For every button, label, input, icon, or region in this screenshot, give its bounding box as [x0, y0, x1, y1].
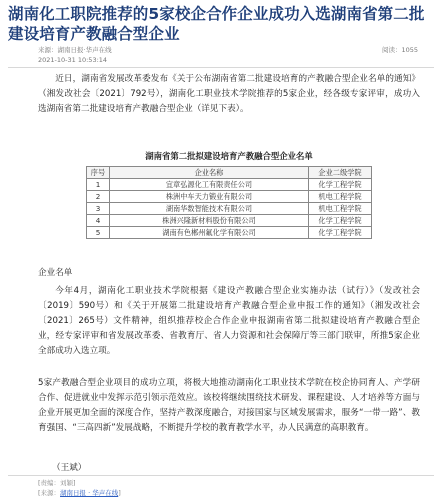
- source-suffix: ]: [118, 489, 121, 497]
- editor-label: [责编：刘颖]: [38, 479, 76, 487]
- cell-college: 化学工程学院: [309, 227, 372, 239]
- paragraph-outlook: [38, 376, 420, 436]
- source-link[interactable]: 湖南日报 · 华声在线: [60, 489, 119, 497]
- paragraph-text: 今年4月，湖南化工职业技术学院根据《建设产教融合型企业实施办法（试行）》（发改社会〔2019〕590号）和《关于开展第二批建设培育产教融合型企业申报工作的通知》（湘发改社会〔2021〕265号）文件精神，组织推荐校企合作企业申报湖南省第二批拟建设培育产教融合型企业，经专家评审和省发展改革委、省教育厅、省人力资源和社会保障厅等三部门联审，所推5家企业全部成功入选立项。: [38, 286, 420, 356]
- paragraph-text: 近日，湖南省发展改革委发布《关于公布湖南省第二批建设培育的产教融合型企业名单的通知》（湘发改社会〔2021〕792号），湖南化工职业技术学院推荐的5家企业，经各级专家评审，成功入选湖南省第二批建设培育产教融合型企业（详见下表）。: [38, 74, 420, 114]
- cell-college: 化学工程学院: [309, 179, 372, 191]
- cell-index: 2: [87, 191, 110, 203]
- cell-company: 株洲中车天力锻业有限公司: [110, 191, 309, 203]
- source-prefix: [来源：: [38, 489, 61, 497]
- cell-index: 1: [87, 179, 110, 191]
- paragraph-text: 5家产教融合型企业项目的成功立项，将极大地推动湖南化工职业技术学院在校企协同育人、产学研合作、促进就业中发挥示范引领示范效应。该校将继续围绕技术研发、课程建设、人才培养等方面与企业开展更加全面的深度合作，坚持产教深度融合，对接国家与区域发展需求，服务“一带一路”、教育强国、“三高四新”发展战略，不断提升学校的教育教学水平，办人民满意的高职教育。: [38, 378, 420, 433]
- enterprise-table: [86, 166, 372, 239]
- header-college: 企业二级学院: [309, 167, 372, 179]
- author-credit: （王斌）: [52, 463, 87, 473]
- paragraph-intro: [38, 72, 420, 117]
- cell-college: 机电工程学院: [309, 203, 372, 215]
- cell-college: 机电工程学院: [309, 191, 372, 203]
- source-row: [38, 488, 121, 497]
- table-row: [87, 203, 372, 215]
- article-title: 湖南化工职院推荐的5家校企合作企业成功入选湖南省第二批建设培育产教融合型企业: [8, 5, 425, 43]
- cell-college: 化学工程学院: [309, 215, 372, 227]
- table-header-row: [87, 167, 372, 179]
- cell-company: 宜章弘源化工有限责任公司: [110, 179, 309, 191]
- table-row: [87, 215, 372, 227]
- header-company: 企业名称: [110, 167, 309, 179]
- section-heading: 企业名单: [38, 268, 73, 278]
- table-row: [87, 179, 372, 191]
- article-meta-date: [38, 56, 418, 65]
- meta-views: 阅读：1055: [381, 46, 418, 54]
- meta-date: 2021-10-31 10:53:14: [38, 56, 108, 64]
- table-row: [87, 227, 372, 239]
- table-row: [87, 191, 372, 203]
- meta-source: 来源：湖南日报·华声在线: [38, 46, 112, 54]
- cell-company: 湖南有色郴州氟化学有限公司: [110, 227, 309, 239]
- cell-company: 湖南华数智能技术有限公司: [110, 203, 309, 215]
- cell-index: 3: [87, 203, 110, 215]
- footer-divider: [8, 475, 434, 476]
- paragraph-process: [38, 284, 420, 359]
- header-divider: [8, 67, 434, 68]
- article-meta: [38, 46, 418, 55]
- header-index: 序号: [87, 167, 110, 179]
- table-title: 湖南省第二批拟建设培育产教融合型企业名单: [145, 151, 313, 161]
- cell-company: 株洲兴隆新材料股份有限公司: [110, 215, 309, 227]
- cell-index: 5: [87, 227, 110, 239]
- cell-index: 4: [87, 215, 110, 227]
